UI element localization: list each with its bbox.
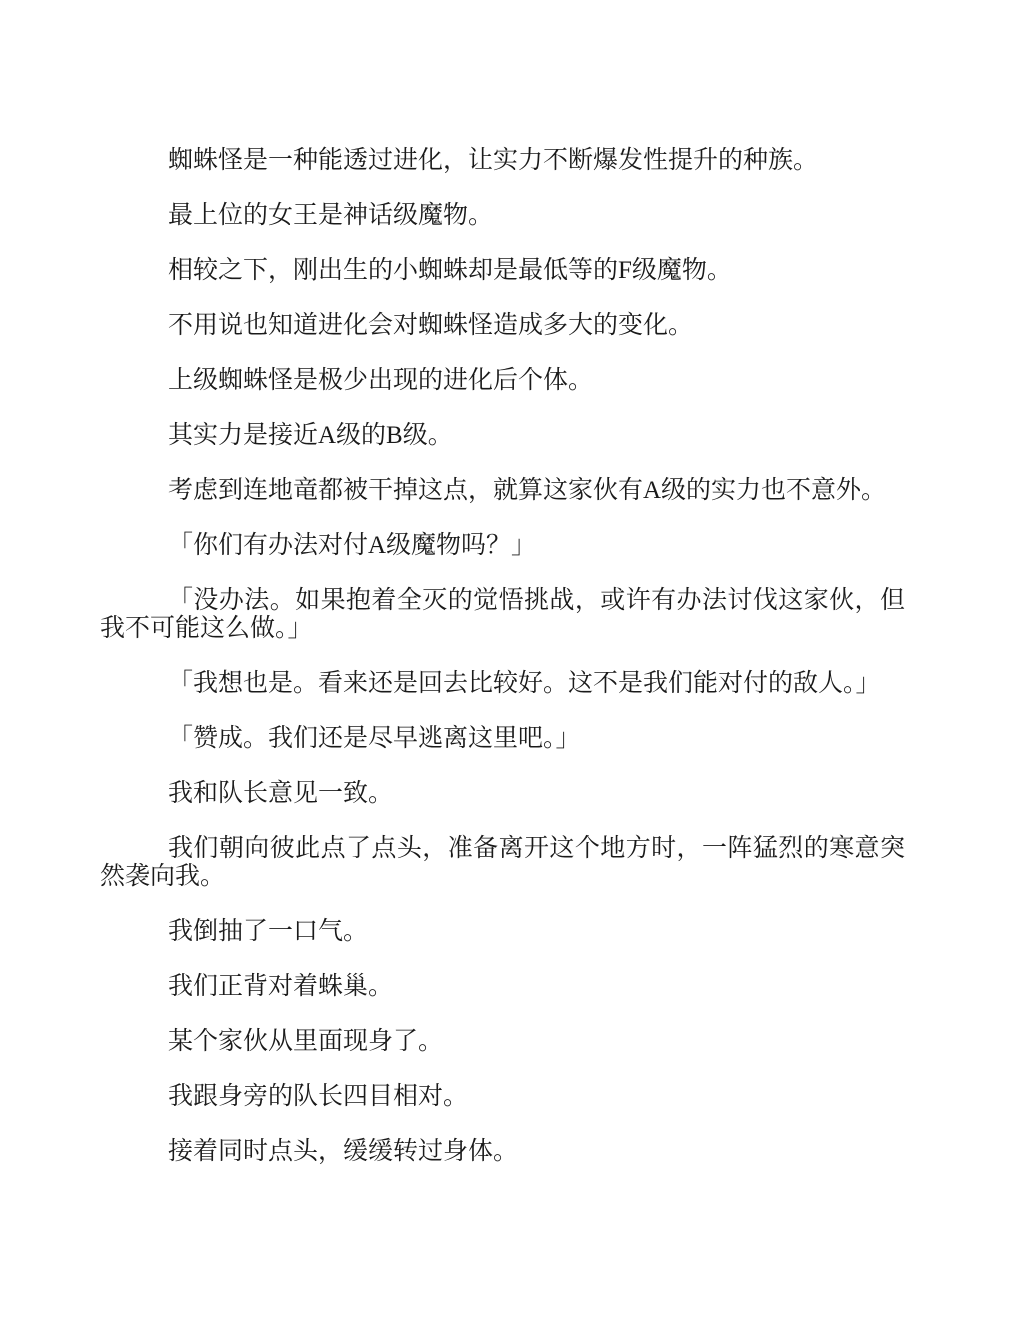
paragraph: 不用说也知道进化会对蜘蛛怪造成多大的变化。 bbox=[168, 312, 694, 339]
paragraph: 我倒抽了一口气。 bbox=[168, 918, 369, 945]
paragraph: 考虑到连地竜都被干掉这点，就算这家伙有A级的实力也不意外。 bbox=[168, 477, 887, 504]
novel-text-block bbox=[100, 147, 905, 1193]
paragraph: 上级蜘蛛怪是极少出现的进化后个体。 bbox=[168, 367, 594, 394]
paragraph: 其实力是接近A级的B级。 bbox=[168, 422, 453, 449]
paragraph: 我们朝向彼此点了点头，准备离开这个地方时，一阵猛烈的寒意突然袭向我。 bbox=[100, 835, 905, 890]
paragraph: 我们正背对着蛛巢。 bbox=[168, 973, 394, 1000]
paragraph: 最上位的女王是神话级魔物。 bbox=[168, 202, 494, 229]
paragraph: 我跟身旁的队长四目相对。 bbox=[168, 1083, 469, 1110]
paragraph: 我和队长意见一致。 bbox=[168, 780, 394, 807]
paragraph: 接着同时点头，缓缓转过身体。 bbox=[168, 1138, 519, 1165]
paragraph: 某个家伙从里面现身了。 bbox=[168, 1028, 444, 1055]
paragraph: 蜘蛛怪是一种能透过进化，让实力不断爆发性提升的种族。 bbox=[168, 147, 819, 174]
paragraph-dialogue: 「赞成。我们还是尽早逃离这里吧。」 bbox=[168, 725, 581, 752]
paragraph-dialogue: 「没办法。如果抱着全灭的觉悟挑战，或许有办法讨伐这家伙，但我不可能这么做。」 bbox=[100, 587, 905, 642]
paragraph-dialogue: 「你们有办法对付A级魔物吗？」 bbox=[168, 532, 537, 559]
paragraph-dialogue: 「我想也是。看来还是回去比较好。这不是我们能对付的敌人。」 bbox=[168, 670, 881, 697]
paragraph: 相较之下，刚出生的小蜘蛛却是最低等的F级魔物。 bbox=[168, 257, 732, 284]
